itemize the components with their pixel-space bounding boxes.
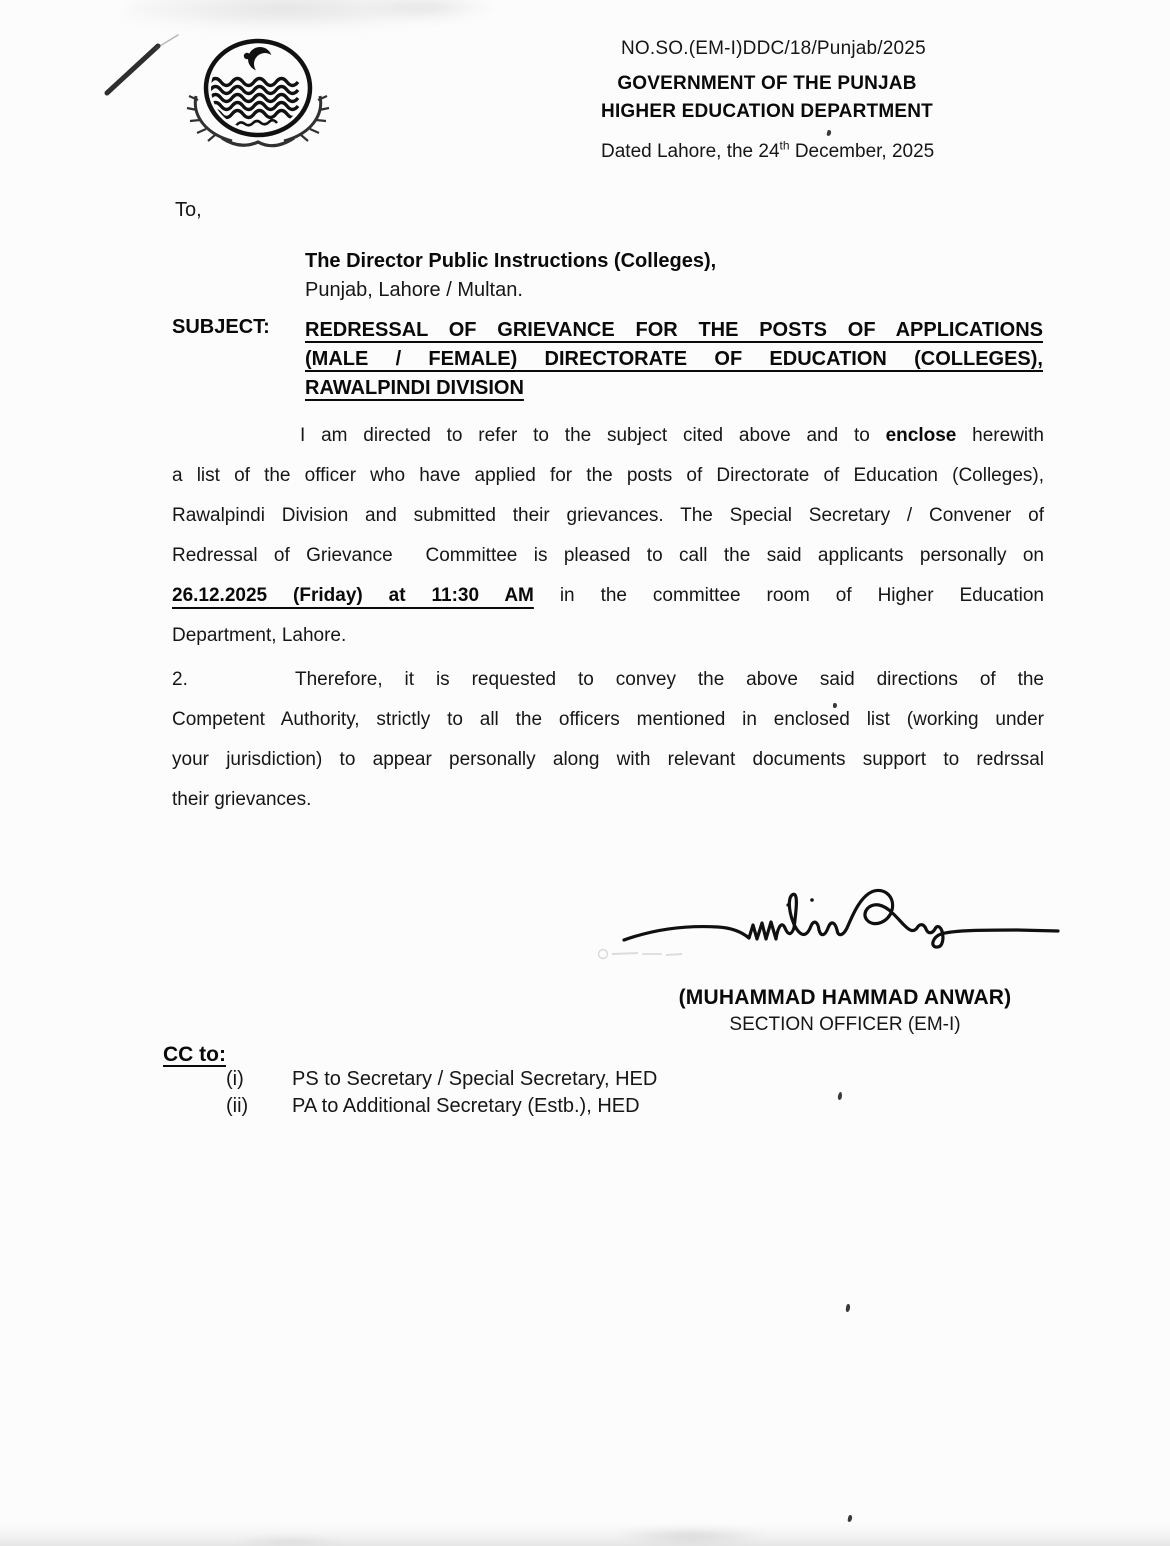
subject-label: SUBJECT: <box>172 316 270 338</box>
cc-item-text: PS to Secretary / Special Secretary, HED <box>292 1068 658 1090</box>
body-paragraph-2-text <box>172 660 1044 820</box>
scan-speck <box>837 1092 842 1101</box>
text-line: RAWALPINDI DIVISION <box>305 377 524 399</box>
cc-item <box>226 1068 657 1091</box>
text-line: Competent Authority, strictly to all the officers mentioned in enclosed list (working under <box>172 709 1044 730</box>
text-line: Rawalpindi Division and submitted their grievances. The Special Secretary / Convener of <box>172 505 1044 526</box>
text-line: your jurisdiction) to appear personally along with relevant documents support to redrssal <box>172 749 1044 770</box>
org-line1: GOVERNMENT OF THE PUNJAB <box>617 73 917 94</box>
scan-smudge <box>360 0 500 20</box>
scan-smudge <box>610 1528 770 1544</box>
text-line: Therefore, it is requested to convey the above said directions of the <box>295 669 1044 690</box>
addressee-location: Punjab, Lahore / Multan. <box>305 279 523 301</box>
to-label: To, <box>175 199 202 221</box>
text-line: their grievances. <box>172 789 312 810</box>
cc-label: CC to: <box>163 1043 226 1066</box>
cc-item-text: PA to Additional Secretary (Estb.), HED <box>292 1095 640 1117</box>
text-line: I am directed to refer to the subject cited above and to enclose herewith <box>300 425 1044 446</box>
text-line: (MALE / FEMALE) DIRECTORATE OF EDUCATION (COLLEGES), <box>305 348 1043 370</box>
cc-item-number: (ii) <box>226 1095 249 1117</box>
text-line: Redressal of Grievance Committee is pleased to call the said applicants personally on <box>172 545 1044 566</box>
signatory-title: SECTION OFFICER (EM-I) <box>729 1014 961 1035</box>
text-line: REDRESSAL OF GRIEVANCE FOR THE POSTS OF APPLICATIONS <box>305 319 1043 341</box>
subject-text <box>305 316 1043 403</box>
text-line: a list of the officer who have applied for the posts of Directorate of Education (Colleges), <box>172 465 1044 486</box>
scan-bottom-shadow <box>0 1522 1170 1546</box>
handwritten-signature-icon <box>622 878 1062 970</box>
organization-name <box>592 70 942 126</box>
date-rest: December, 2025 <box>789 141 935 162</box>
text-line: 26.12.2025 (Friday) at 11:30 AM in the committee room of Higher Education <box>172 585 1044 606</box>
text-line: Department, Lahore. <box>172 625 347 646</box>
scan-smudge <box>230 1536 350 1546</box>
faint-stamp-mark <box>596 946 688 962</box>
body-paragraph-2 <box>172 660 1044 820</box>
addressee-name: The Director Public Instructions (Colleges), <box>305 250 717 272</box>
cc-item-number: (i) <box>226 1068 244 1090</box>
cc-item <box>226 1095 640 1118</box>
body-paragraph-1 <box>172 416 1044 656</box>
org-line2: HIGHER EDUCATION DEPARTMENT <box>601 101 933 122</box>
scan-speck <box>845 1304 850 1312</box>
punjab-government-emblem-icon <box>170 34 350 150</box>
date-ordinal-suffix: th <box>779 138 790 153</box>
signatory-name: (MUHAMMAD HAMMAD ANWAR) <box>678 986 1012 1009</box>
date-line <box>601 138 935 163</box>
paragraph-number: 2. <box>172 669 188 690</box>
reference-number: NO.SO.(EM-I)DDC/18/Punjab/2025 <box>621 38 926 59</box>
scan-speck <box>826 130 831 137</box>
date-prefix: Dated Lahore, the 24 <box>601 141 780 162</box>
